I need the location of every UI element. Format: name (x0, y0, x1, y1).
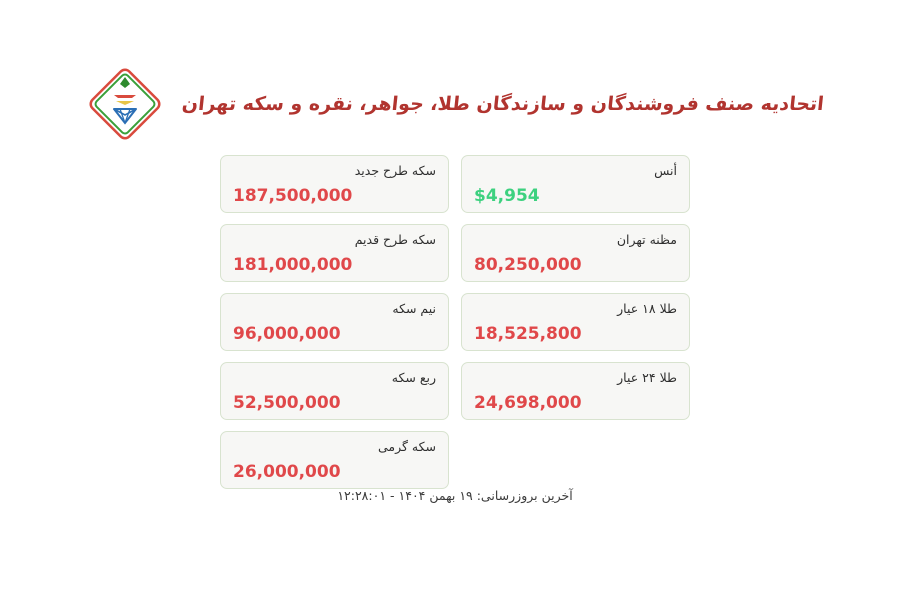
price-card-label: طلا ۲۴ عیار (617, 370, 677, 385)
price-card-label: طلا ۱۸ عیار (617, 301, 677, 316)
price-card-label: سکه طرح قدیم (354, 232, 436, 247)
price-card-value: $4,954 (474, 186, 540, 206)
price-card-value: 187,500,000 (233, 186, 353, 206)
price-card[interactable] (220, 362, 449, 420)
price-card[interactable] (220, 431, 449, 489)
price-card-label: مظنه تهران (616, 232, 677, 247)
price-column-right (220, 155, 449, 489)
header (0, 58, 910, 150)
price-card-value: 24,698,000 (474, 393, 582, 413)
price-card-value: 26,000,000 (233, 462, 341, 482)
price-card[interactable] (461, 293, 690, 351)
price-card[interactable] (220, 224, 449, 282)
price-card-label: سکه طرح جدید (354, 163, 436, 178)
price-card-value: 181,000,000 (233, 255, 353, 275)
price-card-label: نیم سکه (392, 301, 436, 316)
price-card[interactable] (220, 155, 449, 213)
price-card[interactable] (461, 155, 690, 213)
page-title: اتحادیه صنف فروشندگان و سازندگان طلا، جواهر، نقره و سکه تهران (180, 93, 826, 115)
price-card[interactable] (461, 362, 690, 420)
price-card[interactable] (220, 293, 449, 351)
price-card-label: أنس (654, 163, 677, 178)
diamond-emblem-icon (86, 65, 164, 143)
price-card-value: 96,000,000 (233, 324, 341, 344)
price-card-value: 18,525,800 (474, 324, 582, 344)
price-card-label: ربع سکه (391, 370, 436, 385)
price-card-label: سکه گرمی (377, 439, 436, 454)
last-update-text: آخرین بروزرسانی: ۱۹ بهمن ۱۴۰۴ - ۱۲:۲۸:۰۱ (337, 488, 573, 503)
price-card-value: 80,250,000 (474, 255, 582, 275)
price-cards-grid (220, 155, 690, 489)
price-column-left (461, 155, 690, 489)
price-card[interactable] (461, 224, 690, 282)
price-card-value: 52,500,000 (233, 393, 341, 413)
